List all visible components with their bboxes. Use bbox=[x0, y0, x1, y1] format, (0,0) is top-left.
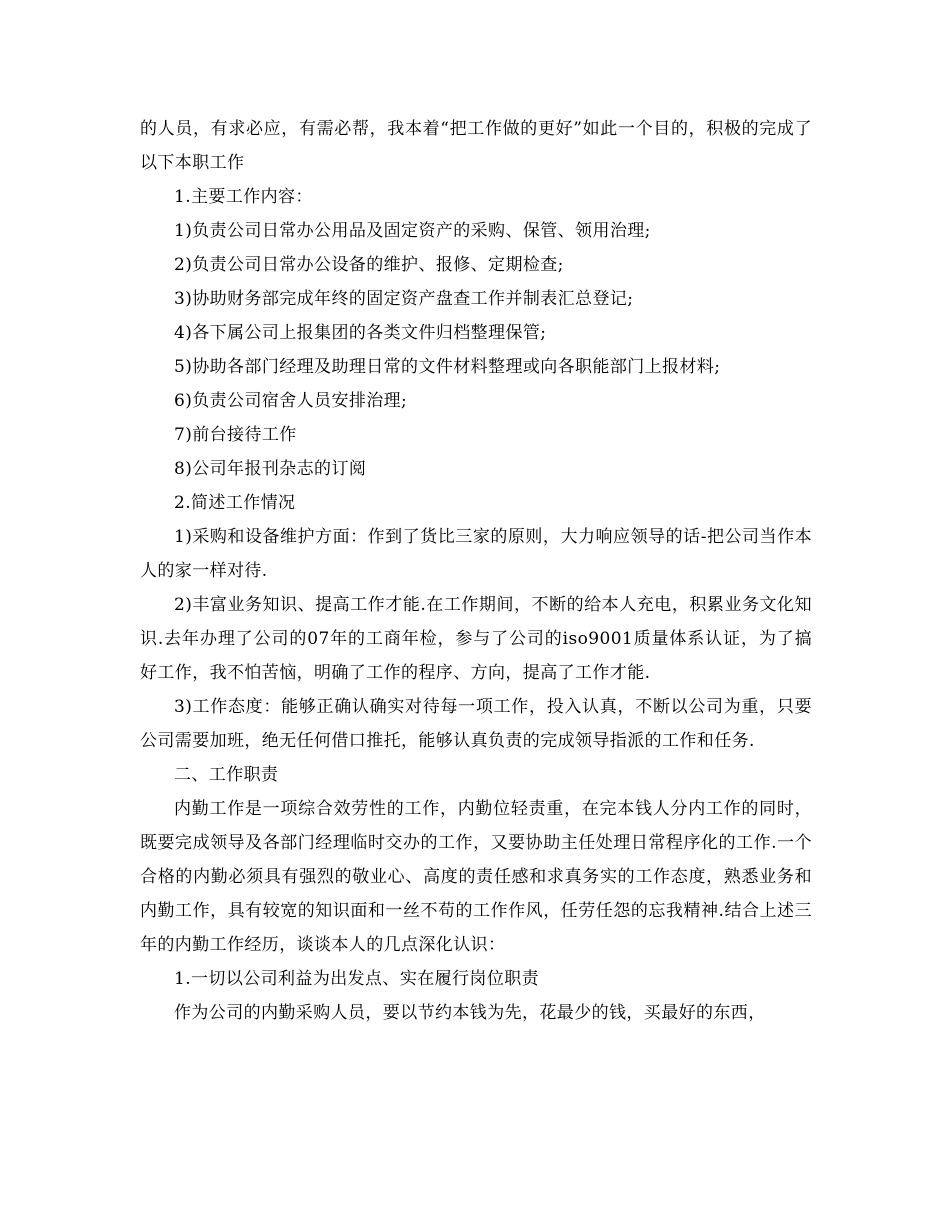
paragraph: 1.主要工作内容： bbox=[174, 187, 313, 207]
paragraph: 的人员，有求必应，有需必帮，我本着“把工作做的更好”如此一个目的，积极的完成了以下本职工作 bbox=[140, 119, 812, 173]
list-item: 6)负责公司宿舍人员安排治理; bbox=[174, 391, 408, 411]
list-item: 7)前台接待工作 bbox=[174, 425, 297, 445]
paragraph: 作为公司的内勤采购人员，要以节约本钱为先，花最少的钱，买最好的东西， bbox=[174, 1003, 766, 1023]
paragraph: 2)丰富业务知识、提高工作才能.在工作期间，不断的给本人充电，积累业务文化知识.去年办理了公司的07年的工商年检，参与了公司的iso9001质量体系认证，为了搞好工作，我不怕苦恼，明确了工作的程序、方向，提高了工作才能. bbox=[140, 595, 812, 683]
document-page bbox=[140, 112, 812, 1030]
list-item: 5)协助各部门经理及助理日常的文件材料整理或向各职能部门上报材料; bbox=[174, 357, 721, 377]
list-item: 3)协助财务部完成年终的固定资产盘查工作并制表汇总登记; bbox=[174, 289, 634, 309]
list-item: 1)负责公司日常办公用品及固定资产的采购、保管、领用治理; bbox=[174, 221, 651, 241]
paragraph: 内勤工作是一项综合效劳性的工作，内勤位轻责重，在完本钱人分内工作的同时，既要完成领导及各部门经理临时交办的工作，又要协助主任处理日常程序化的工作.一个合格的内勤必须具有强烈的敬业心、高度的责任感和求真务实的工作态度，熟悉业务和内勤工作，具有较宽的知识面和一丝不苟的工作作风，任劳任怨的忘我精神.结合上述三年的内勤工作经历，谈谈本人的几点深化认识： bbox=[140, 799, 812, 955]
paragraph: 3)工作态度：能够正确认确实对待每一项工作，投入认真，不断以公司为重，只要公司需要加班，绝无任何借口推托，能够认真负责的完成领导指派的工作和任务. bbox=[140, 697, 812, 751]
section-heading: 2.简述工作情况 bbox=[174, 493, 296, 513]
section-heading: 1.一切以公司利益为出发点、实在履行岗位职责 bbox=[174, 969, 540, 989]
list-item: 2)负责公司日常办公设备的维护、报修、定期检查; bbox=[174, 255, 564, 275]
list-item: 8)公司年报刊杂志的订阅 bbox=[174, 459, 367, 479]
section-heading: 二、工作职责 bbox=[174, 765, 279, 785]
paragraph: 1)采购和设备维护方面：作到了货比三家的原则，大力响应领导的话-把公司当作本人的家一样对待. bbox=[140, 527, 812, 581]
list-item: 4)各下属公司上报集团的各类文件归档整理保管; bbox=[174, 323, 547, 343]
